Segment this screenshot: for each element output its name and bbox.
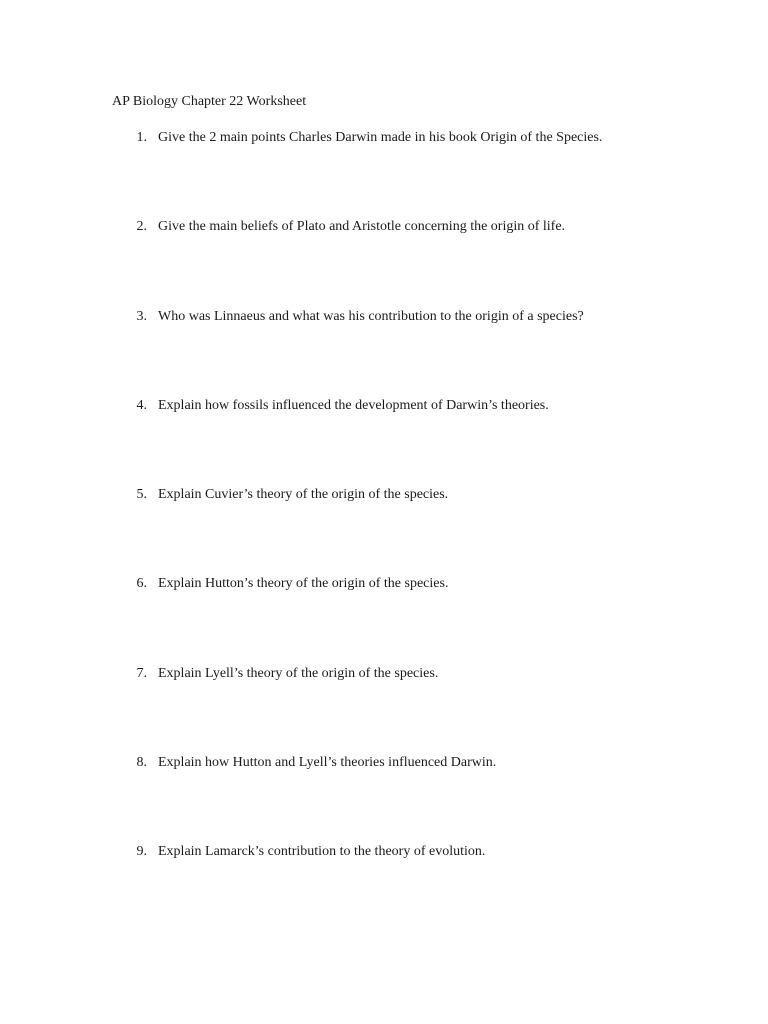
question-number: 1. xyxy=(136,130,147,145)
question-text: Explain Cuvier’s theory of the origin of the species. xyxy=(158,487,449,502)
question-number: 6. xyxy=(136,576,147,591)
question-number: 5. xyxy=(136,487,147,502)
worksheet-title: AP Biology Chapter 22 Worksheet xyxy=(112,94,307,109)
question-number: 2. xyxy=(136,219,147,234)
question-text: Explain Hutton’s theory of the origin of the species. xyxy=(158,576,449,591)
question-number: 4. xyxy=(136,398,147,413)
question-text: Explain Lamarck’s contribution to the theory of evolution. xyxy=(158,844,486,859)
question-number: 9. xyxy=(136,844,147,859)
question-text: Who was Linnaeus and what was his contribution to the origin of a species? xyxy=(158,309,584,324)
question-number: 3. xyxy=(136,309,147,324)
question-text: Explain Lyell’s theory of the origin of the species. xyxy=(158,666,439,681)
question-text: Explain how Hutton and Lyell’s theories influenced Darwin. xyxy=(158,755,497,770)
question-text: Explain how fossils influenced the development of Darwin’s theories. xyxy=(158,398,549,413)
question-text: Give the main beliefs of Plato and Aristotle concerning the origin of life. xyxy=(158,219,566,234)
question-number: 8. xyxy=(136,755,147,770)
question-text: Give the 2 main points Charles Darwin made in his book Origin of the Species. xyxy=(158,130,603,145)
question-number: 7. xyxy=(136,666,147,681)
